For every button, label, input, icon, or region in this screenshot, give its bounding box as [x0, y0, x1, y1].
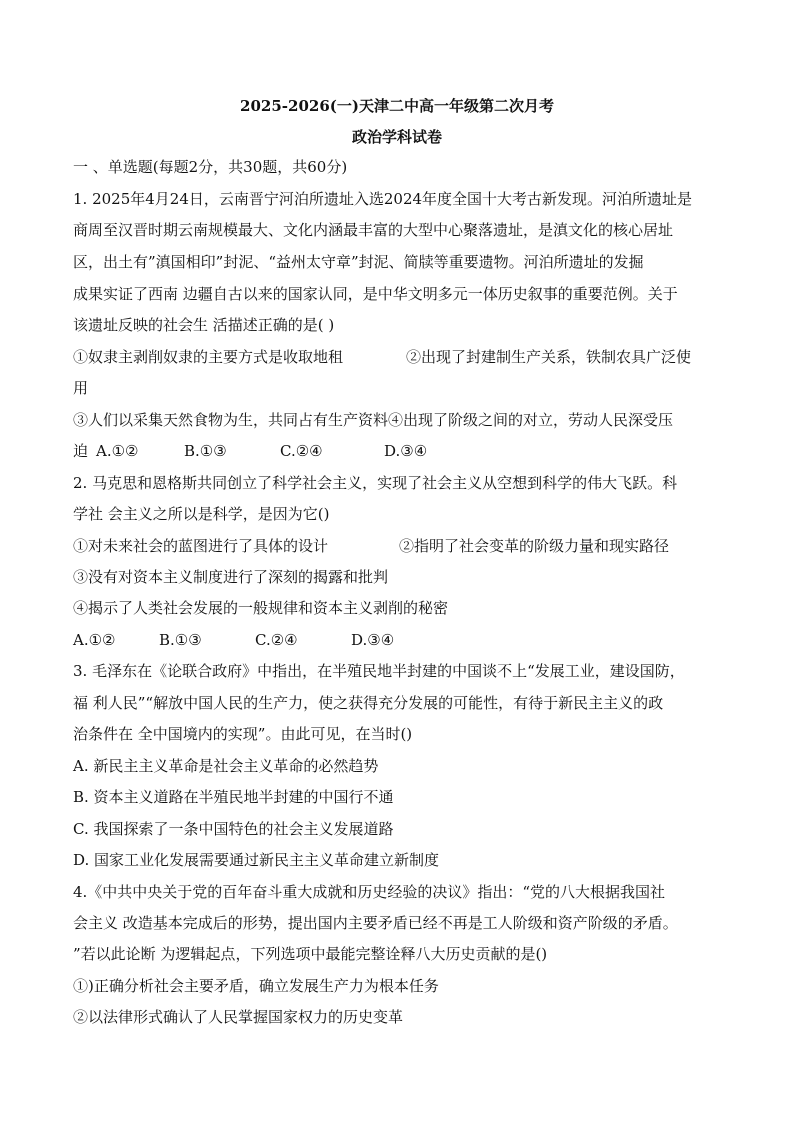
question-4-stem-line: 会主义 改造基本完成后的形势，提出国内主要矛盾已经不再是工人阶级和资产阶级的矛盾。	[73, 914, 678, 932]
question-3-stem-line: 福 利人民”“解放中国人民的生产力，使之获得充分发展的可能性，有待于新民主主义的政	[73, 694, 664, 712]
question-2-statement: ③没有对资本主义制度进行了深刻的揭露和批判	[73, 568, 389, 586]
answer-option-a[interactable]: A.①②	[73, 631, 116, 649]
question-1-stem-line: 成果实证了西南 边疆自古以来的国家认同，是中华文明多元一体历史叙事的重要范例。关于	[73, 285, 678, 303]
answer-option-a[interactable]: A. 新民主主义革命是社会主义革命的必然趋势	[73, 757, 379, 775]
question-1-statement-row	[73, 347, 691, 367]
question-3-stem-line: 治条件在 全中国境内的实现”。由此可见，在当时()	[73, 725, 413, 743]
question-2-options-row	[73, 630, 394, 650]
answer-option-b[interactable]: B.①③	[159, 631, 202, 649]
answer-option-c[interactable]: C.②④	[280, 442, 323, 460]
question-2-statement: ④揭示了人类社会发展的一般规律和资本主义剥削的秘密	[73, 599, 449, 617]
question-2-statement: ②指明了社会变革的阶级力量和现实路径	[399, 537, 670, 555]
answer-option-b[interactable]: B. 资本主义道路在半殖民地半封建的中国行不通	[73, 788, 394, 806]
question-1-statement: 迫	[73, 442, 89, 460]
question-4-statement: ②以法律形式确认了人民掌握国家权力的历史变革	[73, 1008, 404, 1026]
question-4-statement: ①)正确分析社会主要矛盾，确立发展生产力为根本任务	[73, 977, 439, 995]
question-1-stem-line: 1. 2025年4月24日，云南晋宁河泊所遗址入选2024年度全国十大考古新发现。河泊所遗址是	[73, 190, 693, 208]
answer-option-c[interactable]: C. 我国探索了一条中国特色的社会主义发展道路	[73, 820, 394, 838]
section-heading: 一 、单选题(每题2分，共30题，共60分)	[73, 158, 348, 176]
question-2-statement-row	[73, 536, 669, 556]
question-4-stem-line: 4.《中共中央关于党的百年奋斗重大成就和历史经验的决议》指出：“党的八大根据我国社	[73, 883, 665, 901]
answer-option-b[interactable]: B.①③	[184, 442, 227, 460]
answer-option-a[interactable]: A.①②	[96, 442, 139, 460]
question-1-statement: ③人们以采集天然食物为生，共同占有生产资料④出现了阶级之间的对立，劳动人民深受压	[73, 411, 674, 429]
exam-subtitle: 政治学科试卷	[351, 128, 442, 146]
question-3-stem-line: 3. 毛泽东在《论联合政府》中指出，在半殖民地半封建的中国谈不上“发展工业，建设国防，	[73, 662, 685, 680]
question-1-statement: ①奴隶主剥削奴隶的主要方式是收取地租	[73, 348, 344, 366]
answer-option-d[interactable]: D.③④	[384, 442, 428, 460]
answer-option-d[interactable]: D. 国家工业化发展需要通过新民主主义革命建立新制度	[73, 851, 440, 869]
question-2-stem-line: 2. 马克思和恩格斯共同创立了科学社会主义，实现了社会主义从空想到科学的伟大飞跃。科	[73, 474, 678, 492]
exam-title: 2025-2026(一)天津二中高一年级第二次月考	[240, 97, 554, 115]
question-2-stem-line: 学社 会主义之所以是科学，是因为它()	[73, 505, 330, 523]
answer-option-d[interactable]: D.③④	[351, 631, 395, 649]
question-1-statement: ②出现了封建制生产关系，铁制农具广泛使	[406, 348, 692, 366]
question-1-options-row	[73, 441, 427, 461]
question-1-stem-line: 该遗址反映的社会生 活描述正确的是( )	[73, 316, 335, 334]
question-1-statement: 用	[73, 379, 89, 397]
question-1-stem-line: 商周至汉晋时期云南规模最大、文化内涵最丰富的大型中心聚落遗址，是滇文化的核心居址	[73, 221, 674, 239]
question-1-stem-line: 区，出土有”滇国相印”封泥、“益州太守章”封泥、简牍等重要遗物。河泊所遗址的发掘	[73, 253, 644, 271]
question-2-statement: ①对未来社会的蓝图进行了具体的设计	[73, 537, 329, 555]
question-4-stem-line: ”若以此论断 为逻辑起点，下列选项中最能完整诠释八大历史贡献的是()	[73, 945, 548, 963]
answer-option-c[interactable]: C.②④	[255, 631, 298, 649]
